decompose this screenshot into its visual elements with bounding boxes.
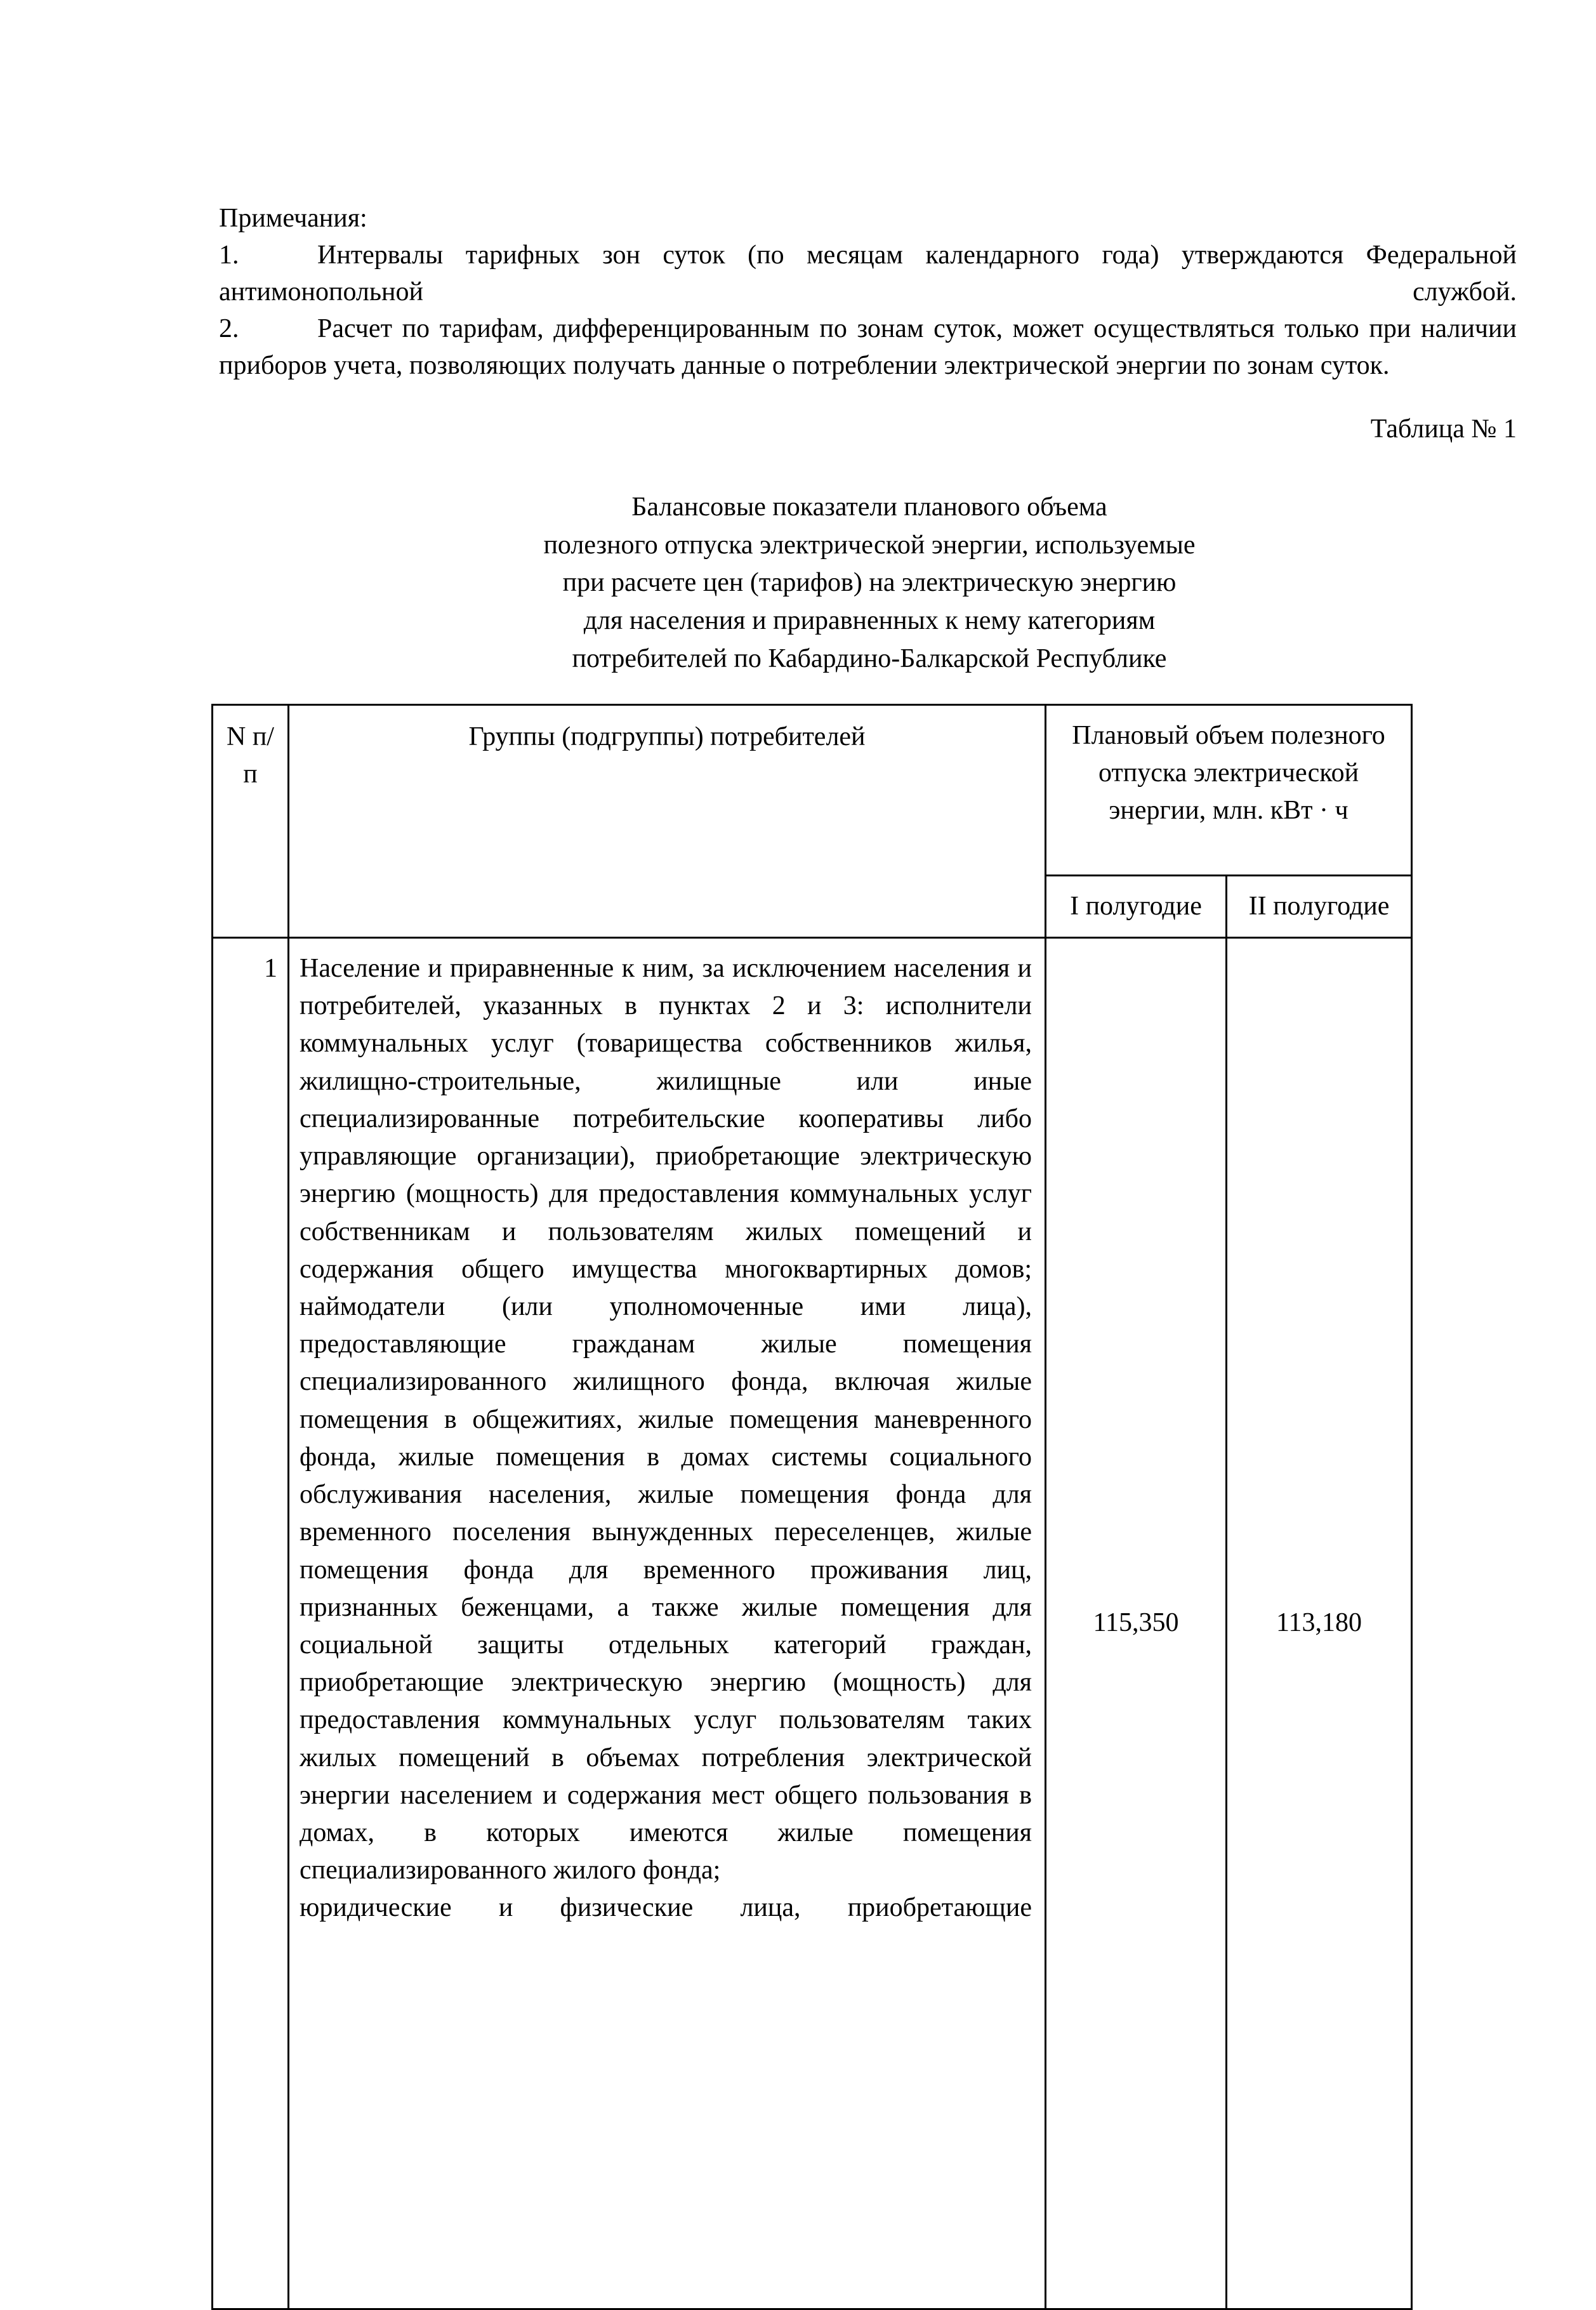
balance-table [211, 704, 1413, 2310]
header-half-1: I полугодие [1046, 876, 1227, 938]
caption-line: при расчете цен (тарифов) на электрическую энергию [562, 568, 1177, 598]
caption-line: полезного отпуска электрической энергии, используемые [543, 530, 1196, 560]
header-volume: Плановый объем полезного отпуска электрической энергии, млн. кВт · ч [1046, 705, 1412, 876]
row-group-text: Население и приравненные к ним, за исключением населения и потребителей, указанных в пунктах 2 и 3: исполнители коммунальных услуг (товарищества собственников жилья, жилищно-строительные, жилищные или иные специализированные потребительские кооперативы либо управляющие организации), приобретающие электрическую энергию (мощность) для предоставления коммунальных услуг собственникам и пользователям жилых помещений и содержания общего имущества многоквартирных домов; наймодатели (или уполномоченные ими лица), предоставляющие гражданам жилые помещения специализированного жилищного фонда, включая жилые помещения в общежитиях, жилые помещения маневренного фонда, жилые помещения в домах системы социального обслуживания населения, жилые помещения фонда для временного поселения вынужденных переселенцев, жилые помещения фонда для временного проживания лиц, признанных беженцами, а также жилые помещения для социальной защиты отдельных категорий граждан, приобретающие электрическую энергию (мощность) для предоставления коммунальных услуг пользователям таких жилых помещений в объемах потребления электрической энергии населением и содержания мест общего пользования в домах, в которых имеются жилые помещения специализированного жилого фонда; [300, 954, 1032, 1885]
header-number [213, 705, 289, 938]
row-value-half-2: 113,180 [1227, 938, 1412, 2309]
header-half-2: II полугодие [1227, 876, 1412, 938]
note-text: Интервалы тарифных зон суток (по месяцам календарного года) утверждаются Федеральной антимонопольной службой. [219, 240, 1517, 307]
table-header-row [213, 705, 1412, 876]
note-item [219, 311, 1517, 385]
notes-section [219, 201, 1517, 385]
note-item [219, 237, 1517, 311]
row-group-description [289, 938, 1046, 2309]
header-groups: Группы (подгруппы) потребителей [289, 705, 1046, 938]
row-number: 1 [213, 938, 289, 2309]
note-text: Расчет по тарифам, дифференцированным по зонам суток, может осуществляться только при наличии приборов учета, позволяющих получать данные о потреблении электрической энергии по зонам суток. [219, 314, 1517, 380]
table-number-label: Таблица № 1 [1370, 414, 1517, 444]
header-number-text: N п/п [227, 722, 274, 789]
caption-line: для населения и приравненных к нему категориям [583, 605, 1156, 635]
notes-heading: Примечания: [219, 204, 367, 233]
caption-line: Балансовые показатели планового объема [631, 492, 1107, 522]
caption-line: потребителей по Кабардино-Балкарской Республике [572, 644, 1167, 673]
table-caption [406, 489, 1333, 678]
table-row [213, 938, 1412, 2309]
row-group-text-continued: юридические и физические лица, приобретающие [300, 1893, 1032, 1923]
row-value-half-1: 115,350 [1046, 938, 1227, 2309]
note-number: 2. [219, 314, 239, 343]
note-number: 1. [219, 240, 239, 270]
